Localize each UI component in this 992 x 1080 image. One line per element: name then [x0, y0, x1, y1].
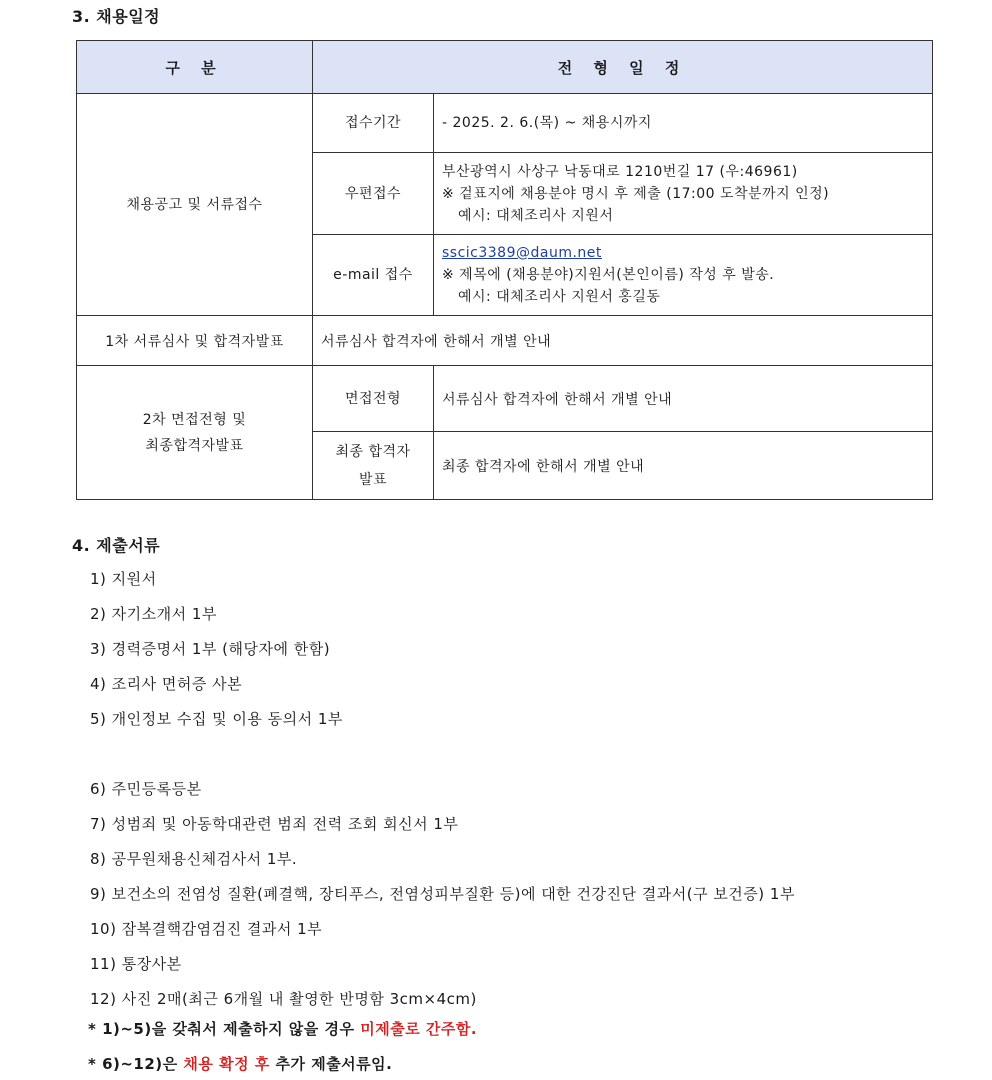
section-4-title: 4. 제출서류 — [72, 536, 161, 555]
list-item: 6) 주민등록등본 — [90, 780, 202, 798]
sub-label-line: 최종 합격자 — [335, 443, 411, 460]
detail-line: ※ 제목에 (채용분야)지원서(본인이름) 작성 후 발송. — [442, 267, 775, 283]
detail-cell: 서류심사 합격자에 한해서 개별 안내 — [313, 316, 933, 366]
category-cell — [77, 366, 313, 500]
sub-label-cell: e-mail 접수 — [313, 235, 434, 316]
list-spacer — [90, 737, 795, 772]
sub-label-cell: 우편접수 — [313, 153, 434, 235]
detail-line: 예시: 대체조리사 지원서 홍길동 — [458, 289, 661, 305]
section-3-title: 3. 채용일정 — [72, 7, 161, 26]
list-item: 9) 보건소의 전염성 질환(폐결핵, 장티푸스, 전염성피부질환 등)에 대한 건강진단 결과서(구 보건증) 1부 — [90, 885, 795, 903]
header-schedule: 전 형 일 정 — [313, 41, 933, 94]
email-link[interactable]: sscic3389@daum.net — [442, 245, 602, 261]
category-line: 2차 면접전형 및 — [142, 411, 247, 428]
category-cell: 채용공고 및 서류접수 — [77, 94, 313, 316]
note-text: 추가 제출서류임. — [269, 1055, 393, 1073]
list-item: 7) 성범죄 및 아동학대관련 범죄 전력 조회 회신서 1부 — [90, 815, 459, 833]
detail-cell: 최종 합격자에 한해서 개별 안내 — [434, 432, 933, 500]
detail-cell — [434, 94, 933, 153]
table-header-row — [77, 41, 933, 94]
list-item: 2) 자기소개서 1부 — [90, 605, 217, 623]
list-item: 4) 조리사 면허증 사본 — [90, 675, 243, 693]
category-line: 최종합격자발표 — [145, 437, 244, 454]
detail-line: - 2025. 2. 6.(목) ~ 채용시까지 — [442, 115, 652, 131]
schedule-table — [76, 40, 933, 500]
note-required-docs — [88, 1018, 477, 1039]
list-item: 10) 잠복결핵감염검진 결과서 1부 — [90, 920, 323, 938]
note-highlight: 미제출로 간주함. — [360, 1020, 478, 1038]
list-item: 8) 공무원채용신체검사서 1부. — [90, 850, 298, 868]
list-item: 11) 통장사본 — [90, 955, 182, 973]
document-list — [90, 562, 795, 1017]
list-item: 1) 지원서 — [90, 570, 157, 588]
detail-cell — [434, 153, 933, 235]
sub-label-line: 발표 — [358, 471, 388, 488]
sub-label-cell: 접수기간 — [313, 94, 434, 153]
list-item: 12) 사진 2매(최근 6개월 내 촬영한 반명함 3cm×4cm) — [90, 990, 477, 1008]
note-additional-docs — [88, 1053, 392, 1074]
table-row — [77, 94, 933, 153]
header-category: 구 분 — [77, 41, 313, 94]
table-row — [77, 316, 933, 366]
detail-line: 예시: 대체조리사 지원서 — [458, 207, 614, 224]
table-row — [77, 366, 933, 432]
detail-cell: 서류심사 합격자에 한해서 개별 안내 — [434, 366, 933, 432]
note-text: * 1)~5)을 갖춰서 제출하지 않을 경우 — [88, 1020, 361, 1038]
category-cell: 1차 서류심사 및 합격자발표 — [77, 316, 313, 366]
note-highlight: 채용 확정 후 — [183, 1055, 270, 1073]
sub-label-cell — [313, 432, 434, 500]
detail-cell — [434, 235, 933, 316]
detail-line: 부산광역시 사상구 낙동대로 1210번길 17 (우:46961) — [442, 163, 798, 180]
list-item: 3) 경력증명서 1부 (해당자에 한함) — [90, 640, 331, 658]
note-text: * 6)~12)은 — [88, 1055, 184, 1073]
detail-line: ※ 겉표지에 채용분야 명시 후 제출 (17:00 도착분까지 인정) — [442, 185, 830, 202]
list-item: 5) 개인정보 수집 및 이용 동의서 1부 — [90, 710, 343, 728]
sub-label-cell: 면접전형 — [313, 366, 434, 432]
